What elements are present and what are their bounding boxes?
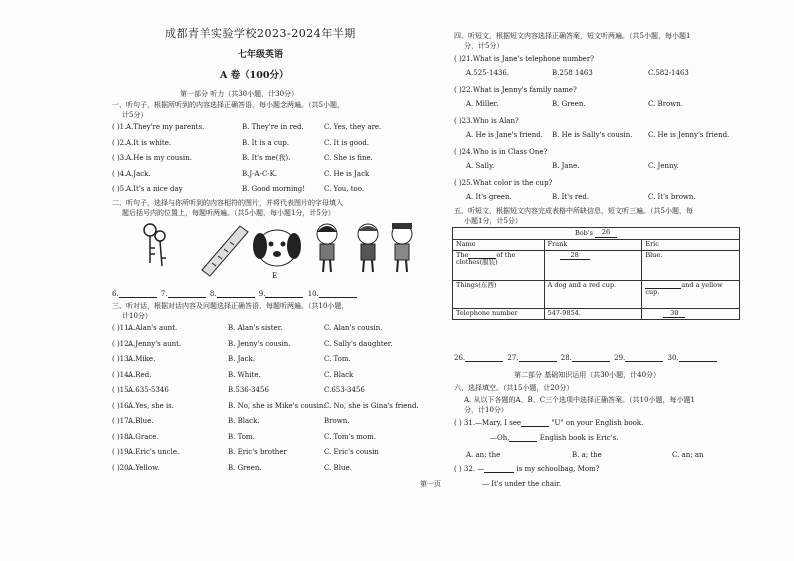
option-a[interactable]: A. He is Jane's friend.	[466, 131, 543, 139]
option-c[interactable]: C.582-1463	[648, 69, 689, 77]
boy-with-cap-icon	[392, 223, 412, 272]
option-c[interactable]: C. Yes, they are.	[324, 123, 382, 131]
answer-line[interactable]	[484, 472, 514, 473]
sec3-instr: 三、听对话，根据对话内容及问题选择正确答语，每题听两遍。（共10小题，	[112, 302, 349, 310]
question-number: ( )12.	[112, 339, 131, 348]
option-a[interactable]: A.It's a nice day	[126, 185, 183, 193]
q31-line2	[490, 434, 618, 442]
option-b[interactable]: B. White.	[228, 370, 261, 379]
girl-icon	[317, 224, 337, 272]
option-a[interactable]: A.635-5346	[128, 386, 169, 394]
q31-option-c[interactable]: C. an; an	[672, 451, 704, 459]
left-column	[110, 0, 440, 561]
row-clothes-label	[453, 250, 545, 280]
row-things-frank: A dog and a red cup.	[544, 280, 642, 308]
row-phone-frank: 547-9854.	[544, 308, 642, 320]
option-b[interactable]: B. Jenny's cousin.	[228, 339, 291, 348]
option-b[interactable]: B. He is Sally's cousin.	[552, 131, 633, 139]
option-c[interactable]: C. Sally's daughter.	[324, 339, 393, 348]
blank-29: 29.	[614, 354, 626, 362]
question-number: ( )17.	[112, 417, 131, 425]
blank-6: 6.	[112, 290, 119, 298]
option-b[interactable]: B. Alan's sister.	[228, 324, 283, 332]
sec3-instr2: 计10分）	[122, 312, 152, 320]
option-c[interactable]: C.653-3456	[324, 386, 365, 394]
option-a[interactable]: A.525-1436.	[466, 69, 510, 77]
question-number: ( )16.	[112, 401, 131, 410]
q32-answer: — It's under the chair.	[482, 480, 562, 488]
option-a[interactable]: A.Yellow.	[128, 463, 160, 472]
question-text: ( )21.What is Jane's telephone number?	[454, 55, 594, 63]
q31	[454, 419, 643, 427]
question-number: ( )11.	[112, 324, 131, 332]
question-number: ( )19.	[112, 448, 131, 456]
option-c[interactable]: C. Eric's cousin	[324, 448, 379, 456]
sec2-instr2: 题后括号内的位置上，每题听两遍。（共5小题，每小题1分，计5分）	[122, 209, 335, 217]
q31-option-a[interactable]: A. an; the	[466, 451, 501, 459]
option-b[interactable]: B. Jane.	[552, 162, 580, 170]
table-title-cell	[453, 228, 740, 240]
blank-28-label: 28.	[560, 354, 572, 362]
row-clothes-label-b: of the	[496, 250, 516, 259]
part2-title: 第二部分 基础知识运用（共30小题，计40分）	[514, 371, 661, 379]
q31-text-b: "U" on your English book.	[551, 419, 644, 427]
keys-icon	[144, 224, 166, 266]
row-clothes-label-a: The	[456, 250, 469, 259]
option-c[interactable]: C. He is Jenny's friend.	[648, 131, 730, 139]
row-clothes-frank	[544, 250, 642, 280]
option-a[interactable]: A.Jenny's aunt.	[128, 339, 182, 348]
question-number: ( )13.	[112, 355, 131, 363]
option-b[interactable]: B. Good morning!	[242, 185, 306, 193]
answer-line[interactable]	[265, 297, 303, 298]
option-b[interactable]: B. Green.	[552, 100, 586, 108]
option-a[interactable]: A. Sally.	[466, 162, 495, 170]
question-number: ( )20.	[112, 463, 131, 472]
q31-text-a: ( ) 31.—Mary, I see	[454, 419, 522, 427]
option-c[interactable]: C. It's brown.	[648, 193, 696, 201]
sec5-instr2: 小题1分，计5分）	[464, 217, 522, 225]
option-c[interactable]: C. Jenny.	[648, 162, 679, 170]
option-b[interactable]: B. They're in red.	[242, 123, 304, 131]
option-a[interactable]: A.Jack.	[126, 169, 151, 178]
row-clothes-label-c: clothes(服装)	[456, 258, 498, 267]
question-number: ( )1.	[112, 123, 127, 131]
sec5-blanks	[454, 354, 717, 362]
option-b[interactable]: B. It's red.	[552, 193, 590, 201]
blank-8: 8.	[209, 290, 217, 298]
option-b[interactable]: B. It's me(我).	[242, 154, 291, 162]
answer-line[interactable]	[519, 361, 557, 362]
blank-7: 7.	[160, 290, 168, 298]
blank-30-label: 30.	[667, 354, 679, 362]
pic-label: E	[272, 272, 278, 278]
part1-title: 第一部分 听力（共30小题，计30分）	[180, 90, 299, 98]
option-b[interactable]: B.258 1463	[552, 69, 593, 77]
q31-text-d: English book is Eric's.	[539, 434, 619, 442]
option-b[interactable]: B. It is a cup.	[242, 138, 289, 147]
ruler-icon	[202, 226, 248, 276]
option-a[interactable]: A.It is white.	[126, 138, 172, 147]
q31-text-c: —Oh,	[490, 434, 510, 442]
question-number: ( )15.	[112, 386, 131, 394]
option-b[interactable]: B. No, she is Mike's cousin.	[228, 401, 326, 410]
option-c[interactable]: C. Brown.	[648, 100, 683, 108]
answer-line[interactable]	[679, 361, 717, 362]
table-title-blank[interactable]: 26	[595, 229, 617, 238]
sec5-instr: 五、听短文，根据短文内容完成表格中所缺信息，短文听三遍。（共5小题，每	[454, 207, 693, 215]
option-a[interactable]: A.Blue.	[128, 417, 154, 425]
option-a[interactable]: A.Mike.	[128, 355, 156, 363]
answer-line[interactable]	[509, 441, 537, 442]
q32-text-b: is my schoolbag, Mom?	[516, 465, 600, 473]
answer-line[interactable]	[217, 297, 255, 298]
row-things-eric	[642, 280, 740, 308]
row-phone-eric	[642, 308, 740, 320]
option-b[interactable]: B. Eric's brother	[228, 448, 287, 456]
option-a[interactable]: A. It's green.	[466, 193, 512, 201]
question-number: ( )5.	[112, 185, 127, 193]
answer-line[interactable]	[465, 361, 503, 362]
answer-line[interactable]	[521, 426, 549, 427]
question-number: ( )2.	[112, 138, 127, 147]
question-number: ( )18.	[112, 432, 131, 441]
option-c[interactable]: C. He is Jack	[324, 169, 370, 178]
option-b[interactable]: B. Green.	[228, 463, 262, 472]
table-title: Bob's	[574, 229, 593, 237]
grade-title: 七年级英语	[238, 50, 284, 60]
blank-28[interactable]: 28	[560, 252, 590, 261]
blank-10: 10.	[307, 290, 319, 298]
pictures-row	[132, 218, 432, 278]
question-text: ( )25.What color is the cup?	[454, 179, 553, 187]
option-a[interactable]: A. Miller.	[466, 100, 499, 108]
option-c[interactable]: Brown.	[324, 417, 350, 425]
sec4-instr2: 分，计5分）	[464, 42, 504, 50]
sec2-instr: 二、听句子，选择与你所听到的内容相符的图片，并将代表图片的字母填入	[112, 199, 343, 207]
row-phone-label: Telephone number	[453, 308, 545, 320]
option-c[interactable]: C. Blue.	[324, 463, 352, 472]
row-clothes-eric: Blue.	[642, 250, 740, 280]
option-a[interactable]: A.Red.	[128, 370, 152, 379]
answer-line[interactable]	[119, 297, 157, 298]
blank-27: 27.	[507, 354, 519, 362]
sec6-title: 六、选择填空。（共15小题，计20分）	[454, 384, 574, 392]
option-c[interactable]: C. It is good.	[324, 138, 370, 147]
sec1-instr: 一、听句子，根据所听到的内容选择正确答语，每小题念两遍。（共5小题，	[112, 101, 344, 109]
sec1-instr2: 计5分）	[122, 111, 148, 119]
question-text: ( )24.Who is in Class One?	[454, 148, 548, 156]
question-text: ( )23.Who is Alan?	[454, 117, 519, 125]
option-c[interactable]: C. No, she is Gina's friend.	[324, 401, 419, 410]
header-eric: Eric	[642, 239, 740, 250]
option-c[interactable]: C. Black	[324, 370, 354, 379]
option-c[interactable]: C. Alan's cousin.	[324, 324, 383, 332]
answer-line[interactable]	[319, 297, 357, 298]
sec4-instr: 四、听短文，根据短文内容选择正确答案，短文听两遍。（共5小题，每小题1	[454, 32, 691, 40]
blank-26: 26.	[454, 354, 466, 362]
question-number: ( )4.	[112, 169, 127, 178]
option-c[interactable]: C. You, too.	[324, 185, 365, 193]
q32	[454, 465, 599, 473]
option-c[interactable]: C. Tom.	[324, 355, 351, 363]
option-c[interactable]: C. She is fine.	[324, 154, 373, 162]
answer-line[interactable]	[572, 361, 610, 362]
option-a[interactable]: A.Grace.	[128, 432, 159, 441]
option-a[interactable]: A.Yes, she is.	[128, 401, 175, 410]
school-title: 成都青羊实验学校2023-2024年半期	[165, 27, 356, 40]
answer-line[interactable]	[625, 361, 663, 362]
option-b[interactable]: B. Tom.	[228, 432, 255, 441]
header-frank: Frank	[544, 239, 642, 250]
option-b[interactable]: B.J-A-C-K.	[242, 169, 278, 178]
row-things-eric-b: cup.	[645, 288, 660, 297]
option-a[interactable]: A.Alan's aunt.	[128, 324, 178, 332]
row-things-label: Things(东西)	[453, 280, 545, 308]
option-a[interactable]: A.Eric's uncle.	[128, 448, 180, 456]
q31-option-b[interactable]: B. a; the	[572, 451, 602, 459]
right-column	[452, 0, 742, 561]
sec2-blanks	[112, 290, 442, 298]
page-number: 第一页	[420, 480, 441, 488]
option-a[interactable]: A.They're my parents.	[126, 123, 205, 131]
dog-icon	[253, 230, 301, 266]
question-number: ( )14.	[112, 370, 131, 379]
option-a[interactable]: A.He is my cousin.	[126, 154, 192, 162]
sub-a-instr: A. 从以下各题的A、B、C三个选项中选择正确答案。（共10小题，每小题1	[464, 396, 695, 404]
volume-title: A 卷（100分）	[220, 70, 289, 81]
option-b[interactable]: B. Black.	[228, 417, 260, 425]
q32-text-a: ( ) 32. —	[454, 465, 485, 473]
option-c[interactable]: C. Tom's mom.	[324, 432, 376, 441]
blank-30[interactable]: 30	[663, 310, 685, 319]
question-number: ( )3.	[112, 154, 127, 162]
blank-9: 9.	[258, 290, 266, 298]
boy-icon	[358, 224, 378, 272]
option-b[interactable]: B. Jack.	[228, 355, 255, 363]
sub-a-instr2: 分，计10分）	[464, 406, 508, 414]
info-table	[452, 227, 740, 320]
header-name: Name	[453, 239, 545, 250]
question-text: ( )22.What is Jenny's family name?	[454, 86, 577, 94]
option-b[interactable]: B.536-3456	[228, 386, 269, 394]
answer-line[interactable]	[168, 297, 206, 298]
row-things-eric-a: and a yellow	[681, 280, 723, 289]
